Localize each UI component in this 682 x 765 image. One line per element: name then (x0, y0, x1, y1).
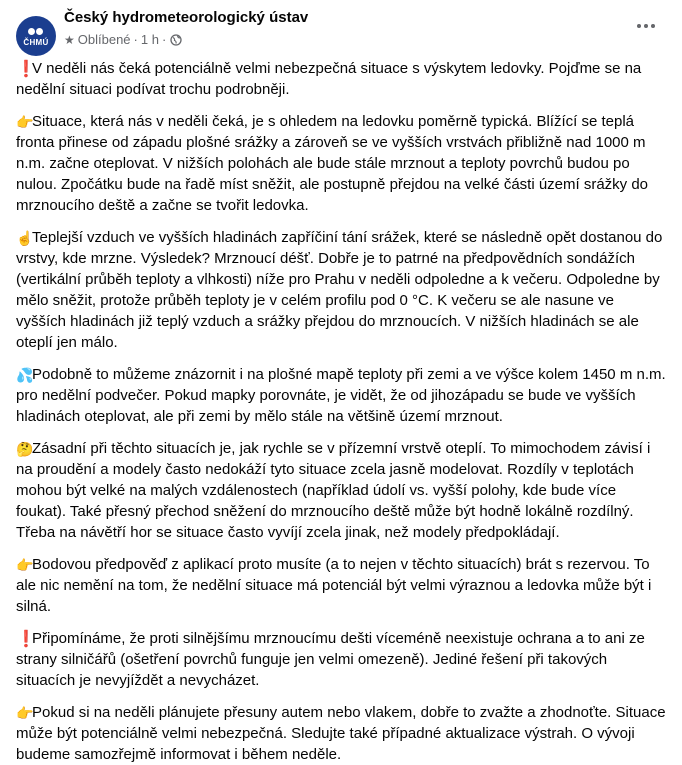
post-paragraph (16, 111, 666, 216)
meta-separator-2: · (161, 32, 167, 47)
droplets-icon: 💦 (16, 367, 34, 383)
paragraph-text: Bodovou předpověď z aplikací proto musíte (a to nejen v těchto situacích) brát s rezervou. To ale nic nemění na tom, že nedělní situace má potenciál být velmi výraznou a ledovka může být i silná. (16, 556, 652, 615)
pointing-up-icon: ☝️ (16, 230, 34, 246)
post-paragraph (16, 628, 666, 691)
avatar-label: ČHMÚ (23, 37, 49, 47)
more-options-button[interactable] (630, 14, 662, 38)
post-meta (64, 32, 182, 47)
pointing-right-icon: 👉 (16, 114, 34, 130)
paragraph-text: V neděli nás čeká potenciálně velmi nebezpečná situace s výskytem ledovky. Pojďme se na nedělní situaci podívat trochu podrobněji. (16, 60, 642, 98)
paragraph-text: Zásadní při těchto situacích je, jak rychle se v přízemní vrstvě oteplí. To mimochodem závisí i na proudění a modely často nedokáží tyto situace zcela jasně modelovat. Rozdíly v teplotách mohou být velké na malých vzdálenostech (například údolí vs. vyšší polohy, kde bude více foukat). Také přesný přechod sněžení do mrznoucího deště může být hodně lokálně rozdílný. Třeba na návětří hor se situace často vyvíjí zcela jinak, než modely předpokládají. (16, 440, 651, 541)
exclamation-icon: ❗ (16, 61, 36, 78)
paragraph-text: Situace, která nás v neděli čeká, je s ohledem na ledovku poměrně typická. Blížící se teplá fronta přinese od západu plošné srážky a zároveň se ve vyšších vrstvách přibližně nad 1000 m n.m. začne oteplovat. V nižších polohách ale bude stále mrznout a teploty povrchů budou po nulou. Zpočátku bude na řadě míst sněžit, ale postupně přejdou na velké části území srážky do mrznoucího deště a začne se tvořit ledovka. (16, 113, 649, 214)
pointing-right-icon: 👉 (16, 557, 34, 573)
post-paragraph (16, 364, 666, 427)
post-paragraph (16, 438, 666, 543)
thinking-face-icon: 🤔 (16, 441, 34, 457)
exclamation-icon: ❗ (16, 631, 36, 648)
post-paragraph (16, 702, 666, 765)
paragraph-text: Připomínáme, že proti silnějšímu mrznoucímu dešti víceméně neexistuje ochrana a to ani ze strany silničářů (ošetření povrchů funguje jen velmi omezeně). Jediné řešení při takových situacích je nevyjíždět a nevycházet. (16, 630, 645, 689)
favorites-badge[interactable]: Oblíbené (77, 32, 131, 47)
post-header (16, 0, 666, 58)
post-paragraph (16, 554, 666, 617)
paragraph-text: Podobně to můžeme znázornit i na plošné mapě teploty při zemi a ve výšce kolem 1450 m n.m. pro nedělní podvečer. Pokud mapky porovnáte, je vidět, že od jihozápadu se bude ve vyšších hladinách oteplovat, ale při zemi by mělo stále na většině území mrznout. (16, 366, 666, 425)
page-name-link[interactable]: Český hydrometeorologický ústav (64, 9, 309, 26)
more-options-icon (637, 24, 641, 28)
star-icon: ★ (64, 32, 75, 47)
page-avatar[interactable] (16, 16, 56, 56)
chmu-logo-icon (28, 27, 44, 37)
post-paragraph (16, 227, 666, 353)
globe-icon[interactable] (170, 34, 182, 46)
meta-separator: · (133, 32, 138, 47)
post-paragraph (16, 58, 666, 100)
paragraph-text: Teplejší vzduch ve vyšších hladinách zapříčiní tání srážek, které se následně opět dostanou do vrstvy, kde mrzne. Výsledek? Mrznoucí déšť. Dobře je to patrné na předpovědních sondážích (vertikální průběh teploty a vlhkosti) níže pro Prahu v neděli odpoledne a k večeru. Odpoledne by mělo sněžit, protože průběh teploty je v celém profilu pod 0 °C. K večeru se ale nasune ve vyšších hladinách již teplý vzduch a srážky přejdou do mrznoucích. V nižších hladinách se ale oteplí jen málo. (16, 229, 663, 351)
post-timestamp[interactable]: 1 h (140, 32, 159, 47)
pointing-right-icon: 👉 (16, 705, 34, 721)
paragraph-text: Pokud si na neděli plánujete přesuny autem nebo vlakem, dobře to zvažte a zhodnoťte. Situace může být potenciálně velmi nebezpečná. Sledujte také případné aktualizace výstrah. O vývoji budeme samozřejmě informovat i během neděle. (16, 704, 666, 763)
post-body (16, 58, 666, 765)
